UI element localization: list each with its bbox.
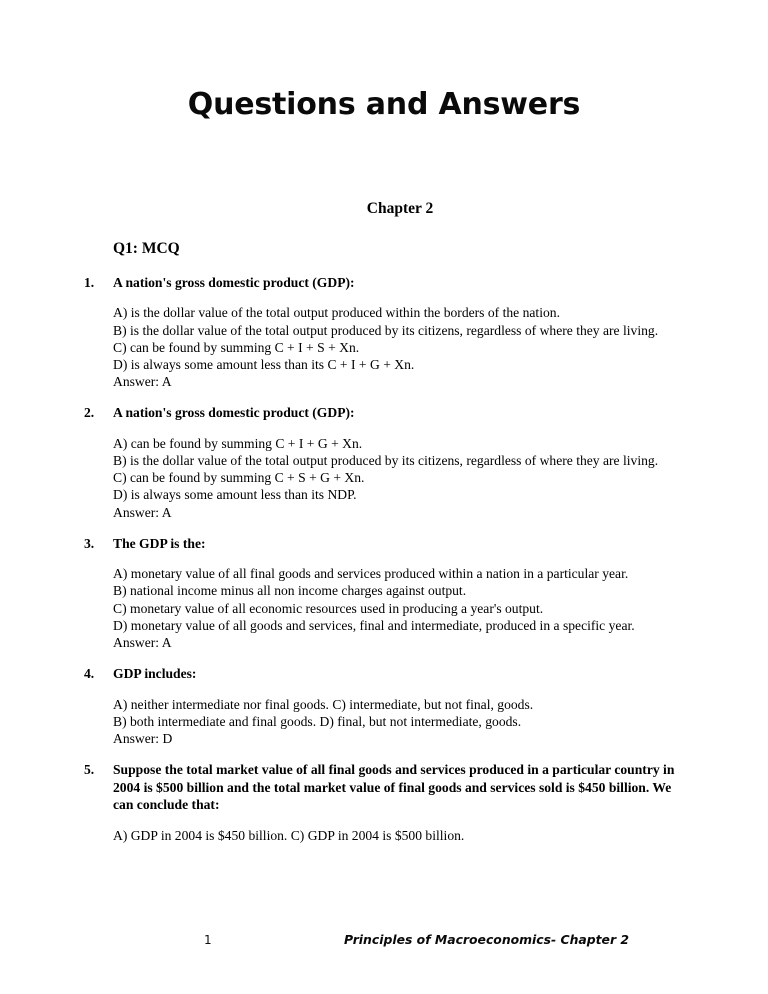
question-block [0,274,768,390]
question-stem: Suppose the total market value of all final goods and services produced in a particular country in 2004 is $500 billion and the total market value of final goods and services sold is $450 billion. We can conclude that: [113,762,675,813]
question-answer: Answer: A [113,635,172,651]
section-heading: Q1: MCQ [113,240,180,257]
question-stem: A nation's gross domestic product (GDP): [113,405,355,421]
question-options [113,565,682,651]
question-option[interactable]: B) both intermediate and final goods. D) final, but not intermediate, goods. [113,713,522,729]
question-option[interactable]: C) can be found by summing C + I + S + Xn. [113,339,360,355]
question-option[interactable]: C) can be found by summing C + S + G + Xn. [113,470,365,486]
question-option[interactable]: B) national income minus all non income charges against output. [113,583,467,599]
question-stem: The GDP is the: [113,535,206,551]
chapter-heading: Chapter 2 [366,200,434,217]
question-answer: Answer: A [113,504,172,520]
question-options [113,696,682,748]
page-footer [0,932,768,954]
question-option[interactable]: A) monetary value of all final goods and services produced within a nation in a particular year. [113,566,629,582]
question-number: 4. [84,666,95,682]
question-option[interactable]: C) monetary value of all economic resources used in producing a year's output. [113,600,544,616]
question-block [0,665,768,747]
question-option[interactable]: B) is the dollar value of the total output produced by its citizens, regardless of where they are living. [113,322,659,338]
question-answer: Answer: A [113,374,172,390]
question-stem: A nation's gross domestic product (GDP): [113,275,355,290]
question-option[interactable]: D) is always some amount less than its NDP. [113,487,357,503]
page-title: Questions and Answers [187,87,581,122]
question-block [0,404,768,520]
question-block [0,535,768,651]
question-option[interactable]: A) is the dollar value of the total output produced within the borders of the nation. [113,305,560,321]
question-option[interactable]: A) can be found by summing C + I + G + Xn. [113,435,363,451]
question-options [113,304,682,390]
question-number: 5. [84,762,95,778]
footer-page-number: 1 [204,933,212,947]
question-answer: Answer: D [113,731,173,747]
question-option[interactable]: D) monetary value of all goods and services, final and intermediate, produced in a specific year. [113,617,635,633]
question-option[interactable]: A) GDP in 2004 is $450 billion. C) GDP in 2004 is $500 billion. [113,827,465,843]
question-options [113,827,682,844]
question-option[interactable]: B) is the dollar value of the total output produced by its citizens, regardless of where they are living. [113,453,659,469]
question-options [113,435,682,521]
question-block [0,761,768,843]
question-number: 2. [84,405,95,421]
question-stem: GDP includes: [113,666,197,682]
question-number: 1. [84,275,95,290]
question-option[interactable]: A) neither intermediate nor final goods. C) intermediate, but not final, goods. [113,696,534,712]
question-number: 3. [84,535,95,551]
question-option[interactable]: D) is always some amount less than its C + I + G + Xn. [113,357,415,373]
footer-document-title: Principles of Macroeconomics- Chapter 2 [344,932,630,947]
question-list [0,274,768,858]
